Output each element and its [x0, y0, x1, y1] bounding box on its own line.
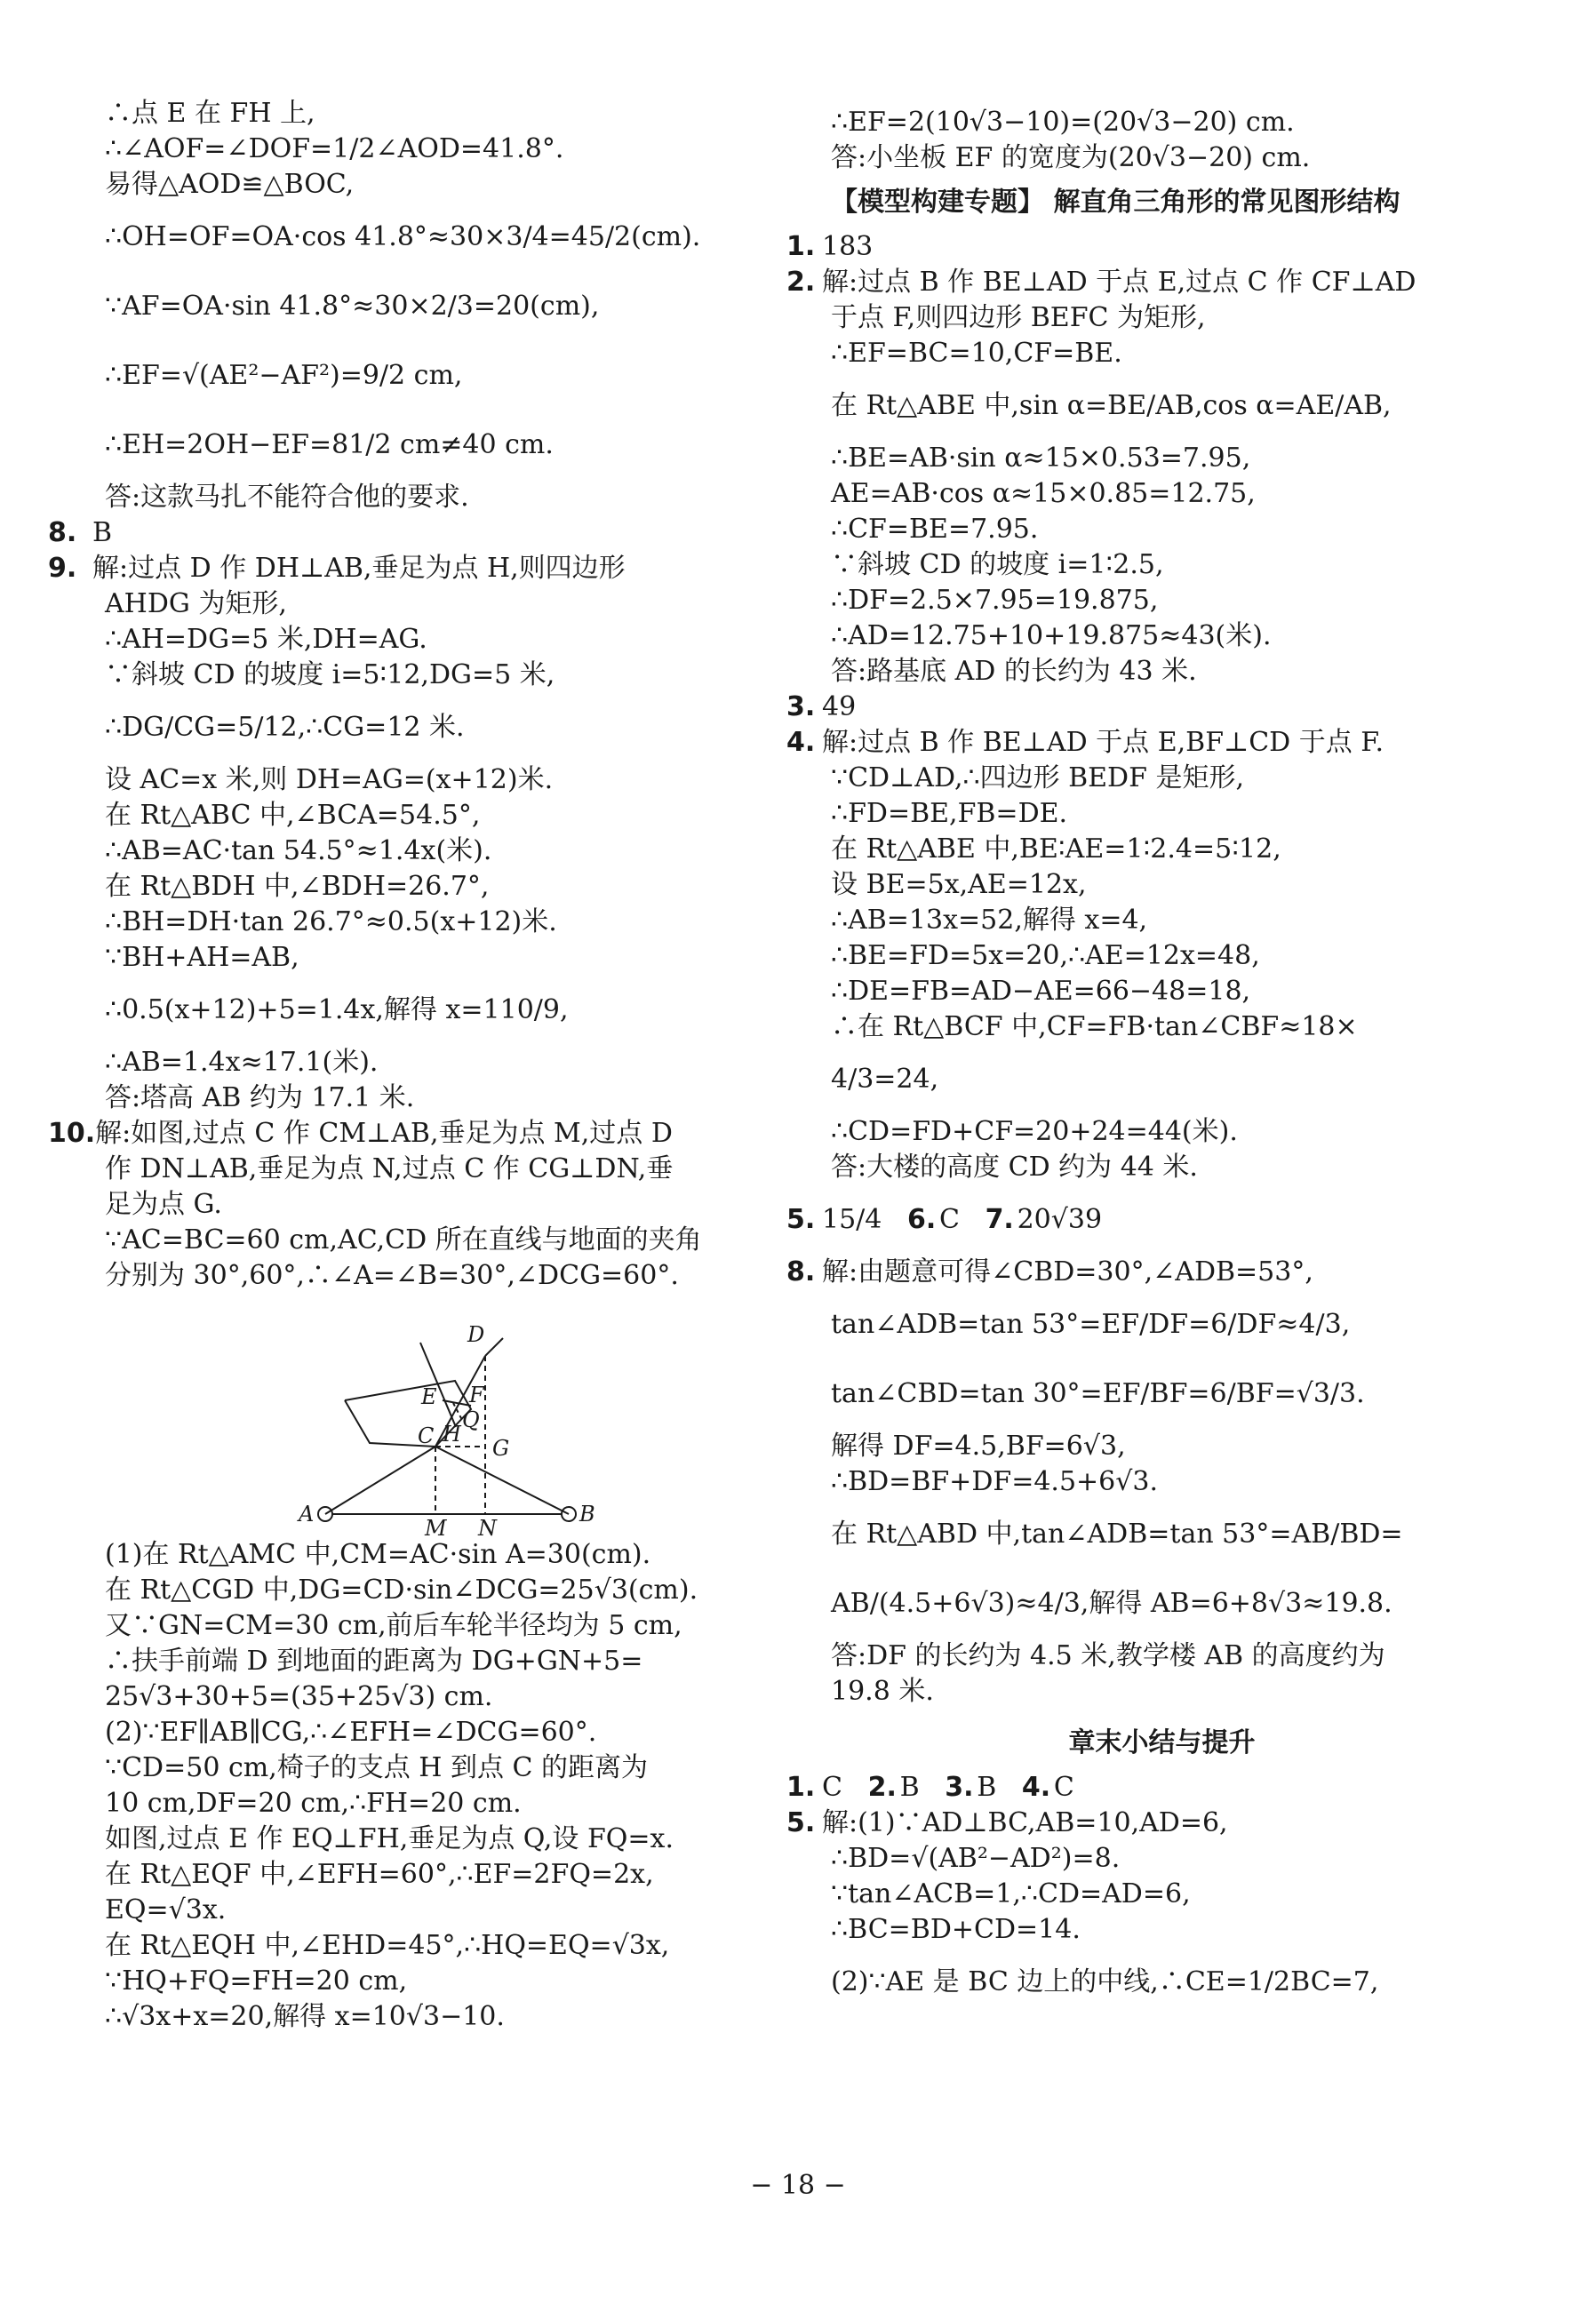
answer-text: 解:过点 B 作 BE⊥AD 于点 E,过点 C 作 CF⊥AD [822, 267, 1416, 298]
right-column [786, 105, 1493, 2017]
text-line: 在 Rt△EQF 中,∠EFH=60°,∴EF=2FQ=2x, [105, 1859, 654, 1890]
text-line: 在 Rt△EQH 中,∠EHD=45°,∴HQ=EQ=√3x, [105, 1930, 670, 1961]
text-line: ∴AD=12.75+10+19.875≈43(米). [831, 620, 1272, 651]
text-line: ∵CD=50 cm,椅子的支点 H 到点 C 的距离为 [105, 1752, 648, 1783]
text-line: ∴点 E 在 FH 上, [105, 98, 315, 129]
label-m: M [425, 1516, 447, 1541]
text-line: ∴BC=BD+CD=14. [831, 1914, 1081, 1945]
question-number: 10. [48, 1118, 96, 1149]
text-line: 答:路基底 AD 的长约为 43 米. [831, 656, 1197, 687]
question-number: 3. [786, 691, 816, 722]
answer-item-row [786, 1185, 1493, 1255]
text-line: 分别为 30°,60°,∴∠A=∠B=30°,∠DCG=60°. [105, 1260, 679, 1291]
armrest-tip [485, 1338, 503, 1356]
question-number: 8. [786, 1256, 816, 1288]
answer-text: 解:由题意可得∠CBD=30°,∠ADB=53°, [822, 1256, 1313, 1288]
text-line: 答:大楼的高度 CD 约为 44 米. [831, 1152, 1198, 1183]
question-number: 1. [786, 1772, 816, 1803]
text-line: 在 Rt△ABD 中,tan∠ADB=tan 53°=AB/BD= [831, 1519, 1403, 1550]
text-line: ∴BH=DH·tan 26.7°≈0.5(x+12)米. [105, 906, 557, 937]
text-line: 答:小坐板 EF 的宽度为(20√3−20) cm. [831, 142, 1311, 173]
text-line: ∴0.5(x+12)+5=1.4x,解得 x=110/9, [105, 994, 569, 1025]
text-line: 如图,过点 E 作 EQ⊥FH,垂足为点 Q,设 FQ=x. [105, 1823, 674, 1854]
text-line: 答:塔高 AB 约为 17.1 米. [105, 1082, 415, 1113]
answer-text: B [92, 517, 113, 548]
wheelchair-geometry-figure [105, 1303, 780, 1541]
answer-text: B [899, 1772, 920, 1803]
text-line: ∴√3x+x=20,解得 x=10√3−10. [105, 2001, 505, 2032]
question-number: 1. [786, 231, 816, 262]
question-number: 2. [867, 1772, 897, 1803]
label-c: C [418, 1423, 435, 1448]
text-line: ∴CD=FD+CF=20+24=44(米). [831, 1116, 1238, 1147]
answer-item [786, 1255, 1493, 1290]
text-line: ∴EF=2(10√3−10)=(20√3−20) cm. [831, 107, 1295, 138]
text-line: ∴DF=2.5×7.95=19.875, [831, 585, 1159, 616]
text-line: 在 Rt△ABE 中,sin α=BE/AB,cos α=AE/AB, [831, 390, 1392, 421]
answer-item [48, 1116, 780, 1152]
question-number: 6. [906, 1204, 937, 1235]
text-line: 10 cm,DF=20 cm,∴FH=20 cm. [105, 1788, 522, 1819]
text-line: 作 DN⊥AB,垂足为点 N,过点 C 作 CG⊥DN,垂 [105, 1153, 674, 1184]
text-line: 在 Rt△ABE 中,BE∶AE=1∶2.4=5∶12, [831, 833, 1281, 865]
answer-text: 49 [822, 691, 857, 722]
label-e: E [421, 1384, 437, 1409]
text-line: 设 BE=5x,AE=12x, [831, 869, 1087, 900]
answer-text: C [1053, 1772, 1074, 1803]
text-line: 在 Rt△ABC 中,∠BCA=54.5°, [105, 800, 481, 831]
text-line: (1)在 Rt△AMC 中,CM=AC·sin A=30(cm). [105, 1539, 651, 1570]
text-line: (2)∵AE 是 BC 边上的中线,∴CE=1/2BC=7, [831, 1966, 1379, 1997]
text-line: (2)∵EF∥AB∥CG,∴∠EFH=∠DCG=60°. [105, 1717, 597, 1748]
answer-text: 20√39 [1017, 1204, 1103, 1235]
answer-item [48, 551, 780, 586]
text-line: ∴AB=AC·tan 54.5°≈1.4x(米). [105, 835, 492, 866]
text-line: tan∠CBD=tan 30°=EF/BF=6/BF=√3/3. [831, 1378, 1365, 1409]
question-number: 5. [786, 1204, 816, 1235]
answer-text: 183 [822, 231, 874, 262]
text-line: 25√3+30+5=(35+25√3) cm. [105, 1681, 493, 1712]
text-line: ∵斜坡 CD 的坡度 i=5∶12,DG=5 米, [105, 659, 555, 690]
answer-item [48, 515, 780, 551]
question-number: 8. [48, 517, 77, 548]
answer-text: 解:如图,过点 C 作 CM⊥AB,垂足为点 M,过点 D [95, 1118, 673, 1149]
section-title-model: 【模型构建专题】 解直角三角形的常见图形结构 [831, 187, 1400, 218]
text-line: 足为点 G. [105, 1189, 222, 1220]
answer-item [786, 265, 1493, 300]
label-n: N [478, 1516, 497, 1541]
text-line: ∵HQ+FQ=FH=20 cm, [105, 1965, 408, 1997]
page-number: − 18 − [750, 2170, 846, 2201]
answer-text: B [977, 1772, 997, 1803]
text-line: 于点 F,则四边形 BEFC 为矩形, [831, 302, 1206, 333]
text-line: ∴AH=DG=5 米,DH=AG. [105, 624, 427, 655]
text-line: 设 AC=x 米,则 DH=AG=(x+12)米. [105, 764, 554, 795]
text-line: 4/3=24, [831, 1064, 939, 1095]
text-line: ∴CF=BE=7.95. [831, 514, 1039, 545]
text-line: 19.8 米. [831, 1676, 934, 1707]
text-line: ∵斜坡 CD 的坡度 i=1∶2.5, [831, 549, 1164, 580]
question-number: 7. [985, 1204, 1014, 1235]
text-line: 又∵GN=CM=30 cm,前后车轮半径均为 5 cm, [105, 1610, 682, 1641]
text-line: ∴EF=BC=10,CF=BE. [831, 338, 1122, 369]
text-line: ∴BE=AB·sin α≈15×0.53=7.95, [831, 442, 1251, 474]
segment-ac [325, 1447, 435, 1514]
answer-text: C [938, 1204, 960, 1235]
text-line: ∵BH+AH=AB, [105, 942, 299, 973]
text-line: ∴DE=FB=AD−AE=66−48=18, [831, 976, 1251, 1007]
answer-item-row [786, 1770, 1493, 1806]
text-line: ∴扶手前端 D 到地面的距离为 DG+GN+5= [105, 1646, 643, 1677]
text-line: 解得 DF=4.5,BF=6√3, [831, 1431, 1126, 1462]
label-g: G [492, 1436, 510, 1461]
text-line: 在 Rt△BDH 中,∠BDH=26.7°, [105, 871, 490, 902]
question-number: 2. [786, 267, 816, 298]
text-line: ∴在 Rt△BCF 中,CF=FB·tan∠CBF≈18× [831, 1011, 1358, 1042]
section-title-summary: 章末小结与提升 [1068, 1727, 1256, 1758]
answer-item [786, 1806, 1493, 1841]
text-line: ∴AB=1.4x≈17.1(米). [105, 1047, 379, 1078]
question-number: 4. [1021, 1772, 1051, 1803]
question-number: 4. [786, 727, 816, 758]
text-line: 答:这款马扎不能符合他的要求. [105, 482, 469, 513]
text-line: ∴EH=2OH−EF=81/2 cm≠40 cm. [105, 429, 554, 460]
text-line: 易得△AOD≌△BOC, [105, 169, 355, 200]
answer-item [786, 725, 1493, 761]
text-line: tan∠ADB=tan 53°=EF/DF=6/DF≈4/3, [831, 1309, 1351, 1340]
label-a: A [299, 1502, 315, 1527]
text-line: ∵AC=BC=60 cm,AC,CD 所在直线与地面的夹角 [105, 1224, 702, 1256]
answer-item [786, 690, 1493, 725]
text-line: ∴BD=√(AB²−AD²)=8. [831, 1843, 1121, 1874]
question-number: 3. [945, 1772, 974, 1803]
text-line: AE=AB·cos α≈15×0.85=12.75, [831, 478, 1256, 509]
text-line: AHDG 为矩形, [105, 588, 287, 619]
question-number: 9. [48, 553, 77, 584]
answer-item [786, 229, 1493, 265]
text-line: 答:DF 的长约为 4.5 米,教学楼 AB 的高度约为 [831, 1640, 1385, 1671]
text-line: ∴AB=13x=52,解得 x=4, [831, 905, 1148, 936]
text-line: EQ=√3x. [105, 1894, 227, 1925]
answer-text: 解:过点 D 作 DH⊥AB,垂足为点 H,则四边形 [92, 553, 626, 584]
label-b: B [579, 1502, 595, 1527]
left-column [48, 96, 780, 2035]
text-line: ∴EF=√(AE²−AF²)=9/2 cm, [105, 360, 463, 391]
label-h: H [443, 1422, 461, 1447]
question-number: 5. [786, 1807, 816, 1838]
label-d: D [467, 1322, 485, 1347]
text-line: ∴DG/CG=5/12,∴CG=12 米. [105, 712, 465, 743]
answer-text: C [822, 1772, 842, 1803]
text-line: ∴BE=FD=5x=20,∴AE=12x=48, [831, 940, 1260, 971]
text-line: AB/(4.5+6√3)≈4/3,解得 AB=6+8√3≈19.8. [831, 1588, 1393, 1619]
text-line: ∴∠AOF=∠DOF=1/2∠AOD=41.8°. [105, 133, 564, 164]
text-line: 在 Rt△CGD 中,DG=CD·sin∠DCG=25√3(cm). [105, 1575, 698, 1606]
answer-text: 解:(1)∵AD⊥BC,AB=10,AD=6, [822, 1807, 1228, 1838]
text-line: ∵CD⊥AD,∴四边形 BEDF 是矩形, [831, 762, 1244, 793]
answer-text: 解:过点 B 作 BE⊥AD 于点 E,BF⊥CD 于点 F. [822, 727, 1384, 758]
text-line: ∴OH=OF=OA·cos 41.8°≈30×3/4=45/2(cm). [105, 221, 701, 252]
text-line: ∵tan∠ACB=1,∴CD=AD=6, [831, 1878, 1191, 1909]
answer-text: 15/4 [822, 1204, 882, 1235]
label-q: Q [462, 1407, 480, 1432]
text-line: ∵AF=OA·sin 41.8°≈30×2/3=20(cm), [105, 291, 600, 322]
text-line: ∴FD=BE,FB=DE. [831, 798, 1068, 829]
text-line: ∴BD=BF+DF=4.5+6√3. [831, 1466, 1158, 1497]
label-f: F [469, 1383, 484, 1407]
